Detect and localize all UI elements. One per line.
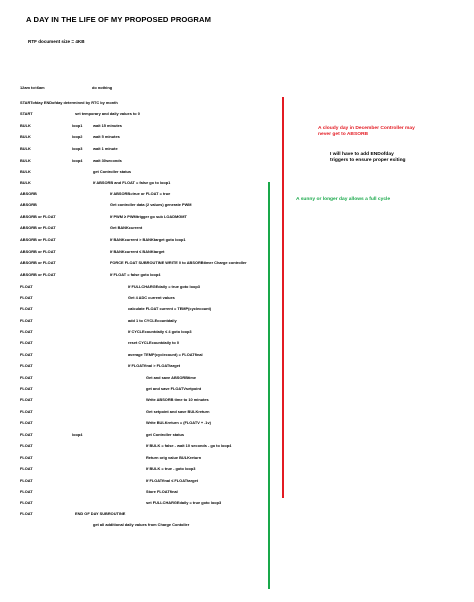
line-state-label: FLOAT [20, 489, 33, 494]
line-state-label: ABSORB [20, 202, 37, 207]
line-code: Get controller data (2 values) generate PWM [110, 202, 192, 207]
line-state-label: FLOAT [20, 420, 33, 425]
line-code: Store FLOATfinal [146, 489, 178, 494]
line-code: Get setpoint and save BULKreturn [146, 409, 210, 414]
line-code: wait 30seconds [93, 158, 122, 163]
line-state-label: BULK [20, 180, 31, 185]
line-code: Get BANKcurrent [110, 225, 143, 230]
line-code: Write BULKreturn = (FLOATV + .1v) [146, 420, 211, 425]
line-code: If BULK = false - wait 10 seconds - go to loop4 [146, 443, 232, 448]
line-code: set temporary and daily values to 0 [75, 111, 140, 116]
line-state-label: BULK [20, 158, 31, 163]
line-code: do nothing [92, 85, 113, 90]
line-state-label: BULK [20, 169, 31, 174]
line-code: If BANKcurrent ≤ BANKtarget [110, 249, 165, 254]
line-state-label: ABSORB or FLOAT [20, 237, 56, 242]
line-code: If FLOATfinal > FLOATtarget [128, 363, 181, 368]
line-state-label: FLOAT [20, 375, 33, 380]
line-state-label: FLOAT [20, 295, 33, 300]
line-state-label: FLOAT [20, 329, 33, 334]
line-state-label: ABSORB or FLOAT [20, 249, 56, 254]
line-code: If BULK = true - goto loop3 [146, 466, 196, 471]
line-code: If FLOAT = false goto loop4 [110, 272, 161, 277]
line-state-label: FLOAT [20, 500, 33, 505]
line-step-label: loop4 [72, 432, 83, 437]
line-code: Write ABSORB time to 10 minutes [146, 397, 209, 402]
line-step-label: END OF DAY SUBROUTINE [75, 511, 126, 516]
line-step-label: loop4 [72, 158, 83, 163]
line-state-label: FLOAT [20, 386, 33, 391]
document-title: A DAY IN THE LIFE OF MY PROPOSED PROGRAM [26, 15, 212, 24]
line-state-label: FLOAT [20, 432, 33, 437]
line-code: If FULLCHARGEdaily = true goto loop3 [128, 284, 200, 289]
line-code: If ABSORB and FLOAT = false go to loop1 [93, 180, 171, 185]
line-step-label: loop1 [72, 123, 83, 128]
line-state-label: ABSORB or FLOAT [20, 260, 56, 265]
line-code: wait 15 minutes [93, 123, 122, 128]
line-code: reset CYCLEcountdaily to 0 [128, 340, 180, 345]
line-state-label: FLOAT [20, 478, 33, 483]
line-code: get all additional daily values from Charge Contoller [93, 522, 190, 527]
line-state-label: FLOAT [20, 318, 33, 323]
line-code: get Controller status [93, 169, 132, 174]
line-state-label: ABSORB or FLOAT [20, 225, 56, 230]
line-code: If FLOATfinal ≤ FLOATtarget [146, 478, 198, 483]
red-bracket-line [282, 97, 284, 498]
line-code: If CYCLEcountdaily ≤ 4 goto loop3 [128, 329, 192, 334]
line-code: get Controller status [146, 432, 185, 437]
line-state-label: FLOAT [20, 306, 33, 311]
line-state-label: FLOAT [20, 352, 33, 357]
line-state-label: ABSORB or FLOAT [20, 272, 56, 277]
line-state-label: STARTofday ENDofday determined by RTC by month [20, 100, 118, 105]
line-code: Get 4 ADC current values [128, 295, 175, 300]
line-state-label: FLOAT [20, 340, 33, 345]
line-state-label: BULK [20, 146, 31, 151]
line-state-label: FLOAT [20, 511, 33, 516]
line-state-label: FLOAT [20, 397, 33, 402]
red-note: A cloudy day in December Controller may never get to ABSORB [318, 126, 415, 137]
green-bracket-line [268, 182, 270, 589]
line-state-label: ABSORB [20, 191, 37, 196]
line-step-label: loop2 [72, 134, 83, 139]
line-step-label: loop3 [72, 146, 83, 151]
line-code: set FULLCHARGEdaily = true goto loop3 [146, 500, 222, 505]
line-code: wait 1 minute [93, 146, 118, 151]
line-code: Return orig value BULKreturn [146, 455, 202, 460]
line-state-label: FLOAT [20, 409, 33, 414]
line-state-label: BULK [20, 134, 31, 139]
line-code: average TEMP(cyclecount) = FLOATfinal [128, 352, 203, 357]
line-state-label: BULK [20, 123, 31, 128]
black-note: I will have to add ENDofday triggers to ensure proper exiting [330, 152, 406, 163]
line-state-label: FLOAT [20, 466, 33, 471]
line-state-label: FLOAT [20, 284, 33, 289]
line-state-label: FLOAT [20, 443, 33, 448]
line-code: wait 5 minutes [93, 134, 120, 139]
line-code: Get and save ABSORBtime [146, 375, 197, 380]
line-state-label: FLOAT [20, 363, 33, 368]
line-code: If PWM ≥ PWMtrigger go sub LOADMGMT [110, 214, 187, 219]
line-state-label: ABSORB or FLOAT [20, 214, 56, 219]
line-code: calculate FLOAT current = TEMP(cyclecount) [128, 306, 212, 311]
line-state-label: 12am to≈6am [20, 85, 45, 90]
line-state-label: START [20, 111, 33, 116]
line-state-label: FLOAT [20, 455, 33, 460]
line-code: If BANKcurrent > BANKtarget goto loop1 [110, 237, 186, 242]
green-note: A sunny or longer day allows a full cycle [296, 197, 391, 202]
document-size: RTF document size = 4KB [28, 39, 85, 44]
line-code: FORCE FLOAT SUBROUTINE WRITE 0 to ABSORBtimer Charge controller [110, 260, 247, 265]
line-code: If ABSORB=true or FLOAT = true [110, 191, 171, 196]
line-code: get and save FLOATVsetpoint [146, 386, 202, 391]
line-code: add 1 to CYCLEcountdaily [128, 318, 177, 323]
